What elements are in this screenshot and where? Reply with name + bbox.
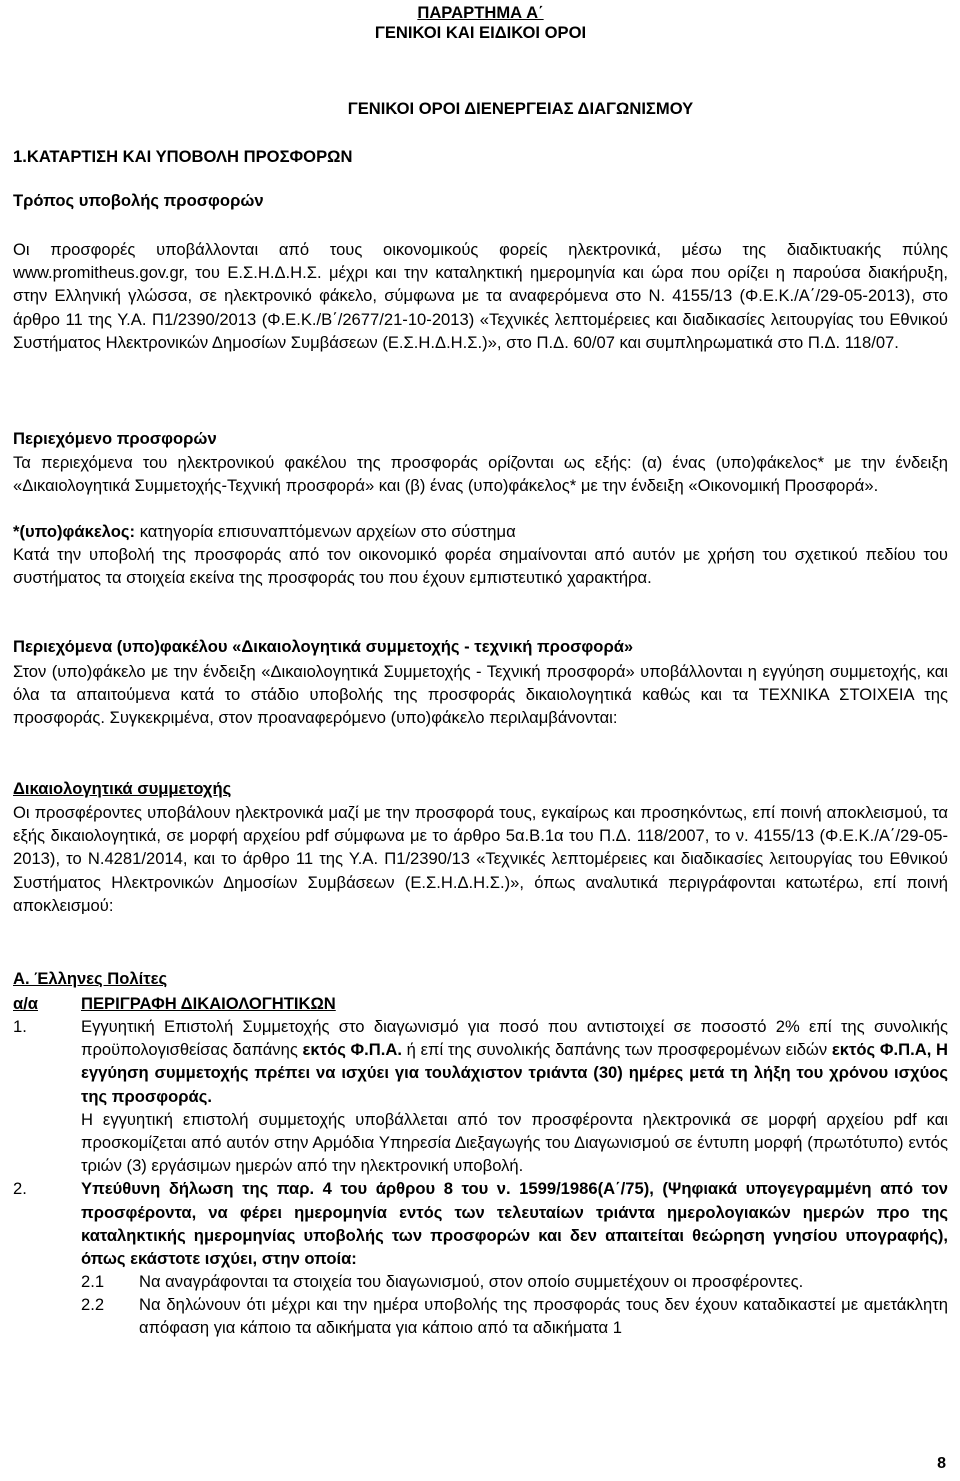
sub-item-text: Να αναγράφονται τα στοιχεία του διαγωνισμού, στον οποίο συμμετέχουν οι προσφέροντες. <box>139 1272 804 1292</box>
table-row <box>13 1015 948 1177</box>
sub-item-number: 2.1 <box>81 1272 105 1292</box>
declaration-text: Υπεύθυνη δήλωση της παρ. 4 του άρθρου 8 του ν. 1599/1986(Α΄/75), (Ψηφιακά υπογεγραμμένη από τον προσφέροντα, να φέρει ημερομηνία εντός των τελευταίων τριάντα ημερολογιακών ημερών προ της καταληκτικής ημερομηνίας υποβολής των προσφορών και δεν απαιτείται θεώρηση γνησίου υπογραφής), όπως εκάστοτε ισχύει, στην οποία: <box>81 1179 948 1269</box>
col-desc-header: ΠΕΡΙΓΡΑΦΗ ΔΙΚΑΙΟΛΟΓΗΤΙΚΩΝ <box>81 994 336 1013</box>
submission-paragraph: Οι προσφορές υποβάλλονται από τους οικονομικούς φορείς ηλεκτρονικά, μέσω της διαδικτυακής πύλης www.promitheus.gov.gr, του Ε.Σ.Η.Δ.Η.Σ. μέχρι και την καταληκτική ημερομηνία και ώρα που ορίζει η παρούσα διακήρυξη, στην Ελληνική γλώσσα, σε ηλεκτρονικό φάκελο, σύμφωνα με τα αναφερόμενα στο Ν. 4155/13 (Φ.Ε.Κ./Α΄/29-05-2013), στο άρθρο 11 της Υ.Α. Π1/2390/2013 (Φ.Ε.Κ./Β΄/2677/21-10-2013) «Τεχνικές λεπτομέρειες και διαδικασίες λειτουργίας του Εθνικού Συστήματος Ηλεκτρονικών Δημοσίων Συμβάσεων (Ε.Σ.Η.Δ.Η.Σ.)», στο Π.Δ. 60/07 και συμπληρωματικά στο Π.Δ. 118/07. <box>13 240 948 352</box>
item-number: 1. <box>13 1017 27 1036</box>
guarantee-submission-text: Η εγγυητική επιστολή συμμετοχής υποβάλλεται από τον προσφέροντα ηλεκτρονικά σε μορφή αρχείου pdf και προσκομίζεται από αυτόν στην Αρμόδια Υπηρεσία Διεξαγωγής του Διαγωνισμού σε έντυπη μορφή (πρωτότυπο) εντός τριών (3) εργάσιμων ημερών από την ηλεκτρονική υποβολή. <box>81 1109 948 1176</box>
section-heading: 1.ΚΑΤΑΡΤΙΣΗ ΚΑΙ ΥΠΟΒΟΛΗ ΠΡΟΣΦΟΡΩΝ <box>13 147 353 166</box>
guarantee-bold-a: εκτός Φ.Π.Α. <box>302 1040 402 1060</box>
guarantee-bold-b: εκτός Φ.Π.Α, Η εγγύηση συμμετοχής πρέπει να ισχύει για τουλάχιστον τριάντα (30) ημέρες μετά τη λήξη του χρόνου ισχύος της προσφοράς. <box>81 1040 949 1106</box>
guarantee-text-a: Εγγυητική Επιστολή Συμμετοχής στο διαγωνισμό για ποσό που αντιστοιχεί σε ποσοστό 2% επί της συνολικής προϋπολογισθείσας δαπάνης <box>81 1017 948 1060</box>
content-paragraph: Τα περιεχόμενα του ηλεκτρονικού φακέλου της προσφοράς ορίζονται ως εξής: (α) ένας (υπο)φάκελος* με την ένδειξη «Δικαιολογητικά Συμμετοχής-Τεχνική προσφορά» και (β) ένας (υπο)φάκελος* με την ένδειξη «Οικονομική Προσφορά». <box>13 453 948 496</box>
envelope-paragraph: Στον (υπο)φάκελο με την ένδειξη «Δικαιολογητικά Συμμετοχής - Τεχνική προσφορά» υποβάλλονται η εγγύηση συμμετοχής, και όλα τα απαιτούμενα κατά το στάδιο υποβολής της προσφοράς δικαιολογητικά καθώς και τα ΤΕΧΝΙΚΑ ΣΤΟΙΧΕΙΑ της προσφοράς. Συγκεκριμένα, στον προαναφερόμενο (υπο)φάκελο περιλαμβάνονται: <box>13 662 948 728</box>
sub-item <box>81 1293 948 1339</box>
guarantee-text-b: ή επί της συνολικής δαπάνης των προσφερομένων ειδών <box>401 1040 832 1060</box>
appendix-title: ΠΑΡΑΡΤΗΜΑ Α΄ <box>417 3 544 22</box>
item-description <box>81 1177 948 1339</box>
submission-heading: Τρόπος υποβολής προσφορών <box>13 191 264 210</box>
sub-item-text: Να δηλώνουν ότι μέχρι και την ημέρα υποβολής της προσφοράς τους δεν έχουν καταδικαστεί με αμετάκλητη απόφαση για κάποιο τα αδικήματα για κάποιο από τα αδικήματα 1 <box>139 1295 948 1338</box>
table-row <box>13 1177 948 1339</box>
requirements-table <box>13 992 948 1339</box>
item-description <box>81 1015 948 1177</box>
envelope-heading: Περιεχόμενα (υπο)φακέλου «Δικαιολογητικά συμμετοχής - τεχνική προσφορά» <box>13 637 634 656</box>
justification-paragraph: Οι προσφέροντες υποβάλουν ηλεκτρονικά μαζί με την προσφορά τους, εγκαίρως και προσηκόντως, επί ποινή αποκλεισμού, τα εξής δικαιολογητικά, σε μορφή αρχείου pdf σύμφωνα με το άρθρο 5α.Β.1α του Π.Δ. 118/2007, το ν. 4155/13 (Φ.Ε.Κ./Α΄/29-05-2013), το Ν.4281/2014, και το άρθρο 11 της Υ.Α. Π1/2390/13 «Τεχνικές λεπτομέρειες και διαδικασίες λειτουργίας του Εθνικού Συστήματος Ηλεκτρονικών Δημοσίων Συμβάσεων (Ε.Σ.Η.Δ.Η.Σ.)», όπως αναλυτικά περιγράφονται κατωτέρω, επί ποινή αποκλεισμού: <box>13 803 948 915</box>
general-terms-title: ΓΕΝΙΚΟΙ ΟΡΟΙ ΔΙΕΝΕΡΓΕΙΑΣ ΔΙΑΓΩΝΙΣΜΟΥ <box>347 99 694 118</box>
sub-item-number: 2.2 <box>81 1295 105 1315</box>
guarantee-text <box>81 1015 948 1108</box>
general-specific-title: ΓΕΝΙΚΟΙ ΚΑΙ ΕΙΔΙΚΟΙ ΟΡΟΙ <box>374 23 587 42</box>
item-number: 2. <box>13 1179 27 1199</box>
content-heading: Περιεχόμενο προσφορών <box>13 429 217 448</box>
greek-citizens-heading: Α. Έλληνες Πολίτες <box>13 969 168 988</box>
subfolder-note <box>13 520 948 543</box>
table-header-row <box>13 992 948 1015</box>
confidential-paragraph: Κατά την υποβολή της προσφοράς από τον οικονομικό φορέα σημαίνονται από αυτόν με χρήση του σχετικού πεδίου του συστήματος τα στοιχεία εκείνα της προσφοράς του που έχουν εμπιστευτικό χαρακτήρα. <box>13 545 948 588</box>
subfolder-label: *(υπο)φάκελος: <box>13 522 136 541</box>
sub-item <box>81 1270 948 1293</box>
subfolder-text: κατηγορία επισυναπτόμενων αρχείων στο σύστημα <box>135 522 516 541</box>
justification-heading: Δικαιολογητικά συμμετοχής <box>13 779 232 798</box>
page-number: 8 <box>937 1455 946 1472</box>
col-num-header: α/α <box>13 994 39 1013</box>
